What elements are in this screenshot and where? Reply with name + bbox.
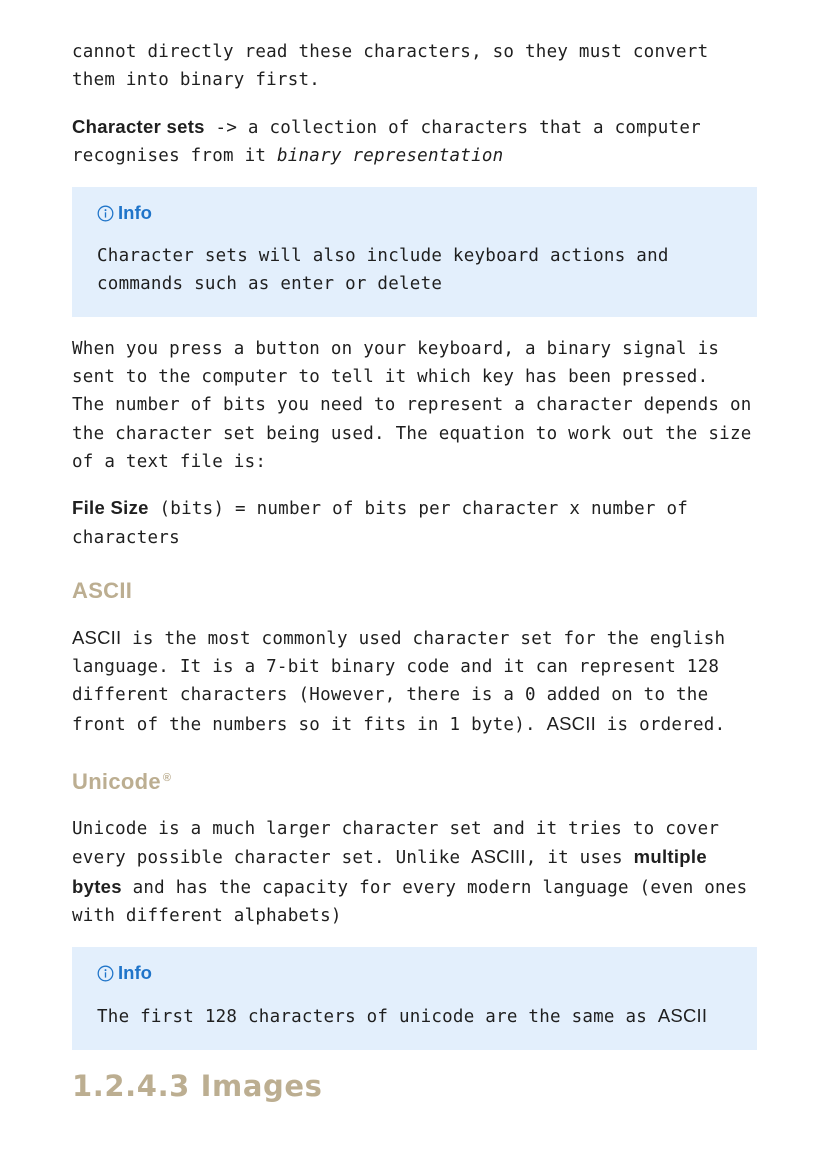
character-sets-emphasis: binary representation (276, 145, 504, 166)
document-page (72, 38, 762, 1104)
unicode-text-b: , it uses (525, 848, 634, 869)
info-callout-text (97, 1002, 732, 1031)
ascii-name: ASCII (72, 626, 122, 648)
ascii-paragraph (72, 624, 762, 739)
unicode-text-a: Unicode is a much larger character set and it tries to cover every possible character set. Unlike (72, 819, 720, 869)
info-label: Info (118, 202, 152, 224)
keyboard-text-2: The number of bits you need to represent a character depends on the character set being used. The equation to work out the size of a text file is: (72, 395, 752, 472)
info-callout-2 (72, 947, 757, 1049)
ascii-name-2: ASCII (546, 712, 596, 734)
registered-mark: ® (162, 772, 172, 785)
info-callout-header (97, 199, 732, 227)
keyboard-text-1: When you press a button on your keyboard, a binary signal is sent to the computer to tell it which key has been pressed. (72, 338, 720, 388)
unicode-text-c: and has the capacity for every modern language (even ones with different alphabets) (72, 877, 748, 926)
file-size-formula (72, 494, 762, 552)
file-size-term: File Size (72, 497, 149, 519)
ascii-heading: ASCII (72, 577, 133, 603)
unicode-heading-text: Unicode (72, 769, 161, 795)
character-sets-definition (72, 113, 762, 171)
images-section-heading: 1.2.4.3 Images (72, 1068, 323, 1103)
character-sets-term: Character sets (72, 115, 205, 137)
info-icon (97, 965, 114, 982)
info-icon (97, 205, 114, 222)
info-callout-1 (72, 187, 757, 317)
unicode-bold: multiple bytes (72, 846, 707, 897)
info-ascii: ASCII (657, 1005, 708, 1027)
intro-text: cannot directly read these characters, so they must convert them into binary first. (72, 42, 709, 91)
file-size-text: (bits) = number of bits per character x number of characters (72, 499, 689, 548)
unicode-asciii: ASCIII (471, 846, 526, 868)
info-label: Info (118, 962, 152, 984)
intro-paragraph (72, 38, 762, 95)
unicode-heading (72, 763, 762, 797)
info-callout-header (97, 959, 732, 987)
ascii-text-2: is ordered. (595, 714, 726, 735)
unicode-paragraph (72, 815, 762, 930)
character-sets-text: -> a collection of characters that a computer recognises from it (72, 117, 701, 166)
info-text-a: The first 128 characters of unicode are the same as (97, 1007, 658, 1028)
ascii-text: is the most commonly used character set for the english language. It is a 7-bit binary code and it can represent 128 different characters (However, there is a 0 added on to the front of the numbers so it fits in 1 byte). (72, 628, 726, 735)
keyboard-paragraph (72, 335, 762, 476)
info-callout-text: Character sets will also include keyboard actions and commands such as enter or delete (97, 246, 669, 295)
